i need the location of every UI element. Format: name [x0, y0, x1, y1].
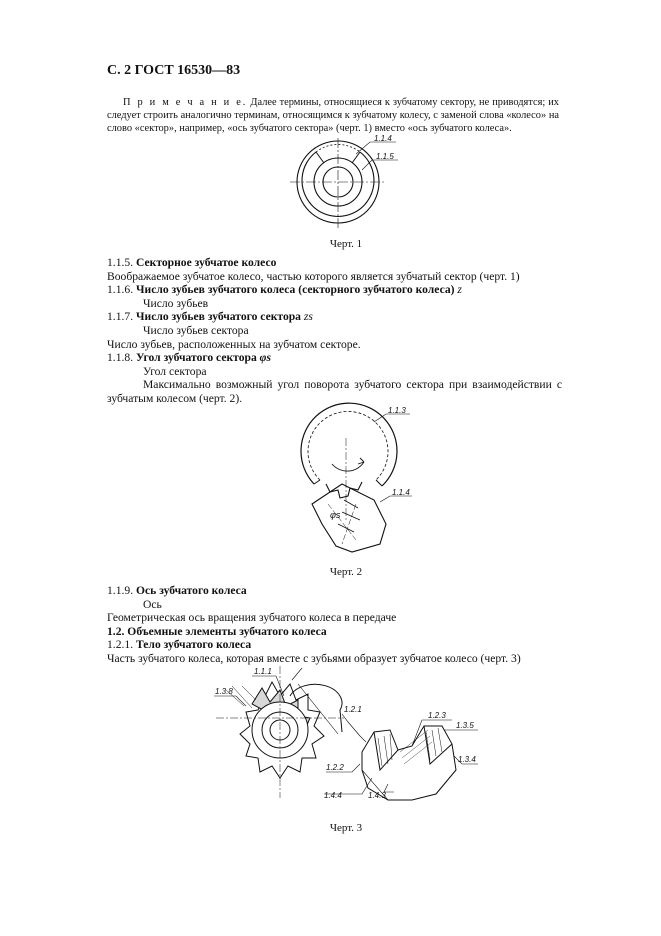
term-heading: 1.1.9. Ось зубчатого колеса [107, 584, 247, 597]
fig3-label-1: 1.1.1 [254, 667, 272, 676]
fig3-label-5: 1.3.5 [456, 721, 474, 730]
fig2-phi-label: φs [330, 510, 341, 520]
terms-block-2 [107, 584, 562, 666]
figure-2-caption: Черт. 2 [329, 566, 363, 578]
term-heading: 1.2.1. Тело зубчатого колеса [107, 638, 252, 652]
fig1-label-2: 1.1.5 [376, 152, 394, 161]
term-definition: Максимально возможный угол поворота зубчатого сектора при взаимодействии с зубчатым колесом (черт. 2). [107, 378, 562, 405]
fig3-label-4: 1.2.3 [428, 711, 446, 720]
figure-3-caption: Черт. 3 [329, 822, 363, 834]
fig2-label-1: 1.1.3 [388, 406, 406, 415]
note-lead: П р и м е ч а н и е. [123, 97, 248, 108]
fig1-label-1: 1.1.4 [374, 134, 392, 143]
fig3-label-2: 1.3.8 [215, 687, 233, 696]
figure-3-drawing [212, 660, 488, 822]
terms-block-1 [107, 256, 562, 406]
term-short: Число зубьев сектора [143, 323, 249, 337]
page-header: С. 2 ГОСТ 16530—83 [107, 63, 241, 78]
figure-1-drawing [290, 130, 410, 230]
section-heading: 1.2. Объемные элементы зубчатого колеса [107, 624, 327, 638]
term-short: Угол сектора [143, 364, 207, 378]
figure-1-caption: Черт. 1 [329, 238, 363, 250]
fig3-label-6: 1.3.4 [458, 755, 476, 764]
term-heading: 1.1.6. Число зубьев зубчатого колеса (секторного зубчатого колеса) z [107, 283, 462, 297]
figure-2-drawing [282, 400, 422, 558]
term-short: Ось [143, 597, 162, 611]
term-short: Число зубьев [143, 296, 209, 310]
fig3-label-7: 1.2.2 [326, 763, 344, 772]
fig3-label-9: 1.4.3 [368, 791, 386, 800]
term-heading: 1.1.5. Секторное зубчатое колесо [107, 256, 277, 269]
fig3-label-3: 1.2.1 [344, 705, 362, 714]
term-definition: Часть зубчатого колеса, которая вместе с зубьями образует зубчатое колесо (черт. 3) [107, 651, 521, 665]
term-definition: Число зубьев, расположенных на зубчатом секторе. [107, 337, 361, 351]
fig2-label-2: 1.1.4 [392, 488, 410, 497]
note-text: Далее термины, относящиеся к зубчатому сектору, не приводятся; их следует строить аналогично терминам, относящимся к зубчатому колесу, с заменой слова «колесо» на слово «сектор», например, «ось зубчатого сектора» (черт. 1) вместо «ось зубчатого колеса». [107, 97, 559, 134]
fig3-label-8: 1.4.4 [324, 791, 342, 800]
term-heading: 1.1.8. Угол зубчатого сектора φs [107, 351, 271, 365]
term-heading: 1.1.7. Число зубьев зубчатого сектора zs [107, 310, 313, 324]
term-definition: Воображаемое зубчатое колесо, частью которого является зубчатый сектор (черт. 1) [107, 269, 520, 283]
term-definition: Геометрическая ось вращения зубчатого колеса в передаче [107, 611, 397, 625]
